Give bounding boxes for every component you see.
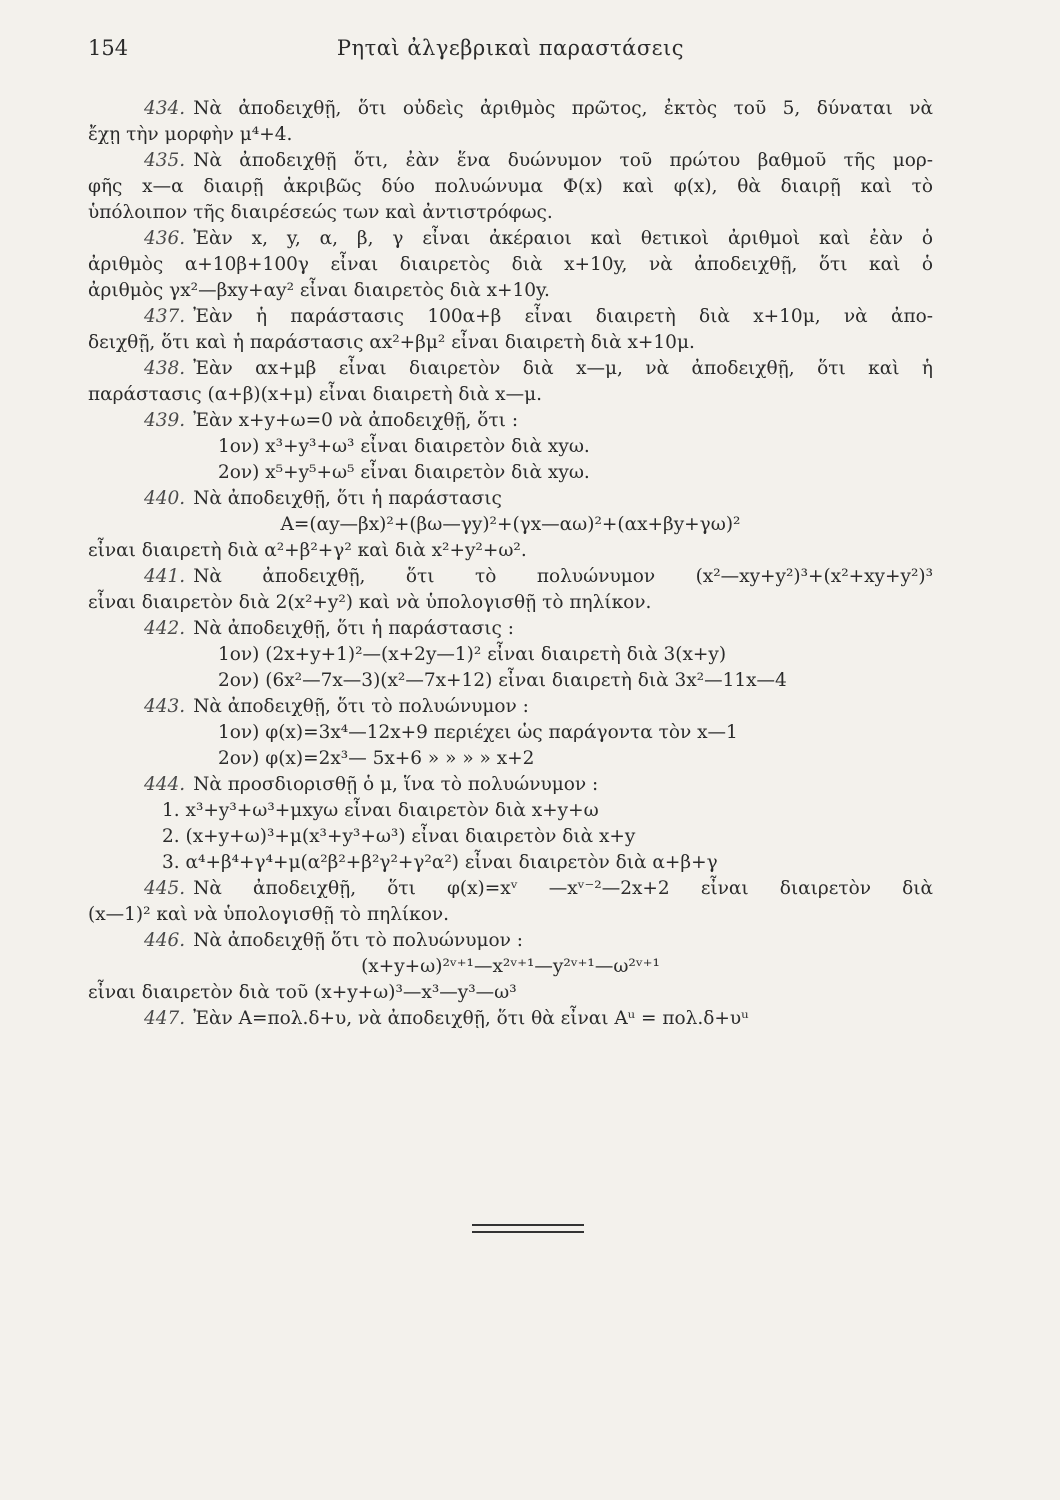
exercise-line	[88, 226, 933, 252]
line-text: Ἐὰν x, y, α, β, γ εἶναι ἀκέραιοι καὶ θετικοὶ ἀριθμοὶ καὶ ἐὰν ὁ	[193, 228, 933, 249]
exercise-line	[88, 486, 933, 512]
text-line	[88, 122, 933, 148]
line-text: A=(αy—βx)²+(βω—γy)²+(γx—αω)²+(αx+βy+γω)²	[280, 514, 741, 535]
exercise-line	[88, 148, 933, 174]
exercise-number: 446.	[144, 930, 186, 951]
text-line	[88, 980, 933, 1006]
text-line	[88, 538, 933, 564]
exercise-line	[88, 928, 933, 954]
text-line	[88, 720, 933, 746]
line-text: 1ον) φ(x)=3x⁴—12x+9 περιέχει ὡς παράγοντα τὸν x—1	[218, 722, 738, 743]
exercise-line	[88, 564, 933, 590]
line-text: (x—1)² καὶ νὰ ὑπολογισθῇ τὸ πηλίκον.	[88, 904, 449, 925]
line-text: Ἐὰν αx+μβ εἶναι διαιρετὸν διὰ x—μ, νὰ ἀποδειχθῇ, ὅτι καὶ ἡ	[193, 358, 933, 379]
line-text: ἀριθμὸς γx²—βxy+αy² εἶναι διαιρετὸς διὰ x+10y.	[88, 280, 550, 301]
text-line	[88, 798, 933, 824]
exercise-number: 434.	[144, 98, 186, 119]
page-number: 154	[88, 36, 129, 60]
exercise-number: 438.	[144, 358, 186, 379]
running-title: Ρηταὶ ἀλγεβρικαὶ παραστάσεις	[336, 36, 685, 60]
line-text: Νὰ ἀποδειχθῇ, ὅτι ἡ παράστασις :	[193, 618, 514, 639]
text-line	[88, 668, 933, 694]
exercise-number: 441.	[144, 566, 186, 587]
text-line	[88, 382, 933, 408]
exercise-number: 447.	[144, 1008, 186, 1029]
exercise-number: 436.	[144, 228, 186, 249]
exercise-number: 439.	[144, 410, 186, 431]
line-text: ἀριθμὸς α+10β+100γ εἶναι διαιρετὸς διὰ x+10y, νὰ ἀποδειχθῇ, ὅτι καὶ ὁ	[88, 254, 933, 275]
text-line	[88, 642, 933, 668]
line-text: 2ον) x⁵+y⁵+ω⁵ εἶναι διαιρετὸν διὰ xyω.	[218, 462, 590, 483]
line-text: δειχθῇ, ὅτι καὶ ἡ παράστασις αx²+βμ² εἶναι διαιρετὴ διὰ x+10μ.	[88, 332, 695, 353]
line-text: 1ον) (2x+y+1)²—(x+2y—1)² εἶναι διαιρετὴ διὰ 3(x+y)	[218, 644, 727, 665]
closing-rule-top	[472, 1224, 584, 1226]
line-text: 1. x³+y³+ω³+μxyω εἶναι διαιρετὸν διὰ x+y+ω	[162, 800, 599, 821]
exercise-line	[88, 304, 933, 330]
text-line	[88, 278, 933, 304]
line-text: (x+y+ω)²ᵛ⁺¹—x²ᵛ⁺¹—y²ᵛ⁺¹—ω²ᵛ⁺¹	[361, 956, 660, 977]
exercise-line	[88, 694, 933, 720]
line-text: Νὰ ἀποδειχθῇ, ὅτι ἡ παράστασις	[193, 488, 502, 509]
text-line	[88, 850, 933, 876]
line-text: Νὰ ἀποδειχθῇ, ὅτι φ(x)=xᵛ —xᵛ⁻²—2x+2 εἶναι διαιρετὸν διὰ	[193, 878, 933, 899]
exercise-number: 445.	[144, 878, 186, 899]
line-text: 2ον) φ(x)=2x³— 5x+6 » » » » x+2	[218, 748, 535, 769]
text-line	[88, 902, 933, 928]
closing-rule-bottom	[472, 1231, 584, 1233]
line-text: εἶναι διαιρετὴ διὰ α²+β²+γ² καὶ διὰ x²+y²+ω².	[88, 540, 527, 561]
text-line	[88, 252, 933, 278]
line-text: Νὰ ἀποδειχθῇ ὅτι, ἐὰν ἕνα δυώνυμον τοῦ πρώτου βαθμοῦ τῆς μορ-	[193, 150, 933, 171]
line-text: Ἐὰν x+y+ω=0 νὰ ἀποδειχθῇ, ὅτι :	[193, 410, 519, 431]
line-text: 1ον) x³+y³+ω³ εἶναι διαιρετὸν διὰ xyω.	[218, 436, 590, 457]
line-text: φῆς x—α διαιρῇ ἀκριβῶς δύο πολυώνυμα Φ(x) καὶ φ(x), θὰ διαιρῇ καὶ τὸ	[88, 176, 933, 197]
exercise-line	[88, 876, 933, 902]
exercise-number: 444.	[144, 774, 186, 795]
line-text: 2. (x+y+ω)³+μ(x³+y³+ω³) εἶναι διαιρετὸν διὰ x+y	[162, 826, 636, 847]
page-header	[88, 36, 933, 66]
exercise-line	[88, 96, 933, 122]
text-line	[88, 174, 933, 200]
exercise-list	[88, 96, 933, 1032]
text-line	[88, 512, 933, 538]
exercise-number: 442.	[144, 618, 186, 639]
text-line	[88, 954, 933, 980]
text-line	[88, 200, 933, 226]
line-text: 2ον) (6x²—7x—3)(x²—7x+12) εἶναι διαιρετὴ διὰ 3x²—11x—4	[218, 670, 787, 691]
exercise-number: 435.	[144, 150, 186, 171]
line-text: Ἐὰν A=πολ.δ+υ, νὰ ἀποδειχθῇ, ὅτι θὰ εἶναι Aᵘ = πολ.δ+υᵘ	[193, 1008, 749, 1029]
line-text: 3. α⁴+β⁴+γ⁴+μ(α²β²+β²γ²+γ²α²) εἶναι διαιρετὸν διὰ α+β+γ	[162, 852, 718, 873]
exercise-line	[88, 408, 933, 434]
line-text: Νὰ προσδιορισθῇ ὁ μ, ἵνα τὸ πολυώνυμον :	[193, 774, 599, 795]
exercise-line	[88, 772, 933, 798]
text-line	[88, 434, 933, 460]
exercise-number: 437.	[144, 306, 186, 327]
line-text: παράστασις (α+β)(x+μ) εἶναι διαιρετὴ διὰ x—μ.	[88, 384, 543, 405]
exercise-line	[88, 1006, 933, 1032]
line-text: εἶναι διαιρετὸν διὰ 2(x²+y²) καὶ νὰ ὑπολογισθῇ τὸ πηλίκον.	[88, 592, 652, 613]
text-line	[88, 746, 933, 772]
exercise-line	[88, 616, 933, 642]
line-text: Νὰ ἀποδειχθῇ, ὅτι τὸ πολυώνυμον :	[193, 696, 529, 717]
exercise-number: 443.	[144, 696, 186, 717]
line-text: Νὰ ἀποδειχθῇ, ὅτι τὸ πολυώνυμον (x²—xy+y²)³+(x²+xy+y²)³	[193, 566, 933, 587]
text-line	[88, 590, 933, 616]
exercise-line	[88, 356, 933, 382]
line-text: ἔχῃ τὴν μορφὴν μ⁴+4.	[88, 124, 293, 145]
text-line	[88, 824, 933, 850]
exercise-number: 440.	[144, 488, 186, 509]
line-text: ὑπόλοιπον τῆς διαιρέσεώς των καὶ ἀντιστρόφως.	[88, 202, 553, 223]
line-text: εἶναι διαιρετὸν διὰ τοῦ (x+y+ω)³—x³—y³—ω³	[88, 982, 517, 1003]
line-text: Νὰ ἀποδειχθῇ ὅτι τὸ πολυώνυμον :	[193, 930, 523, 951]
line-text: Ἐὰν ἡ παράστασις 100α+β εἶναι διαιρετὴ διὰ x+10μ, νὰ ἀπο-	[193, 306, 933, 327]
text-line	[88, 330, 933, 356]
text-line	[88, 460, 933, 486]
line-text: Νὰ ἀποδειχθῇ, ὅτι οὐδεὶς ἀριθμὸς πρῶτος, ἐκτὸς τοῦ 5, δύναται νὰ	[193, 98, 933, 119]
